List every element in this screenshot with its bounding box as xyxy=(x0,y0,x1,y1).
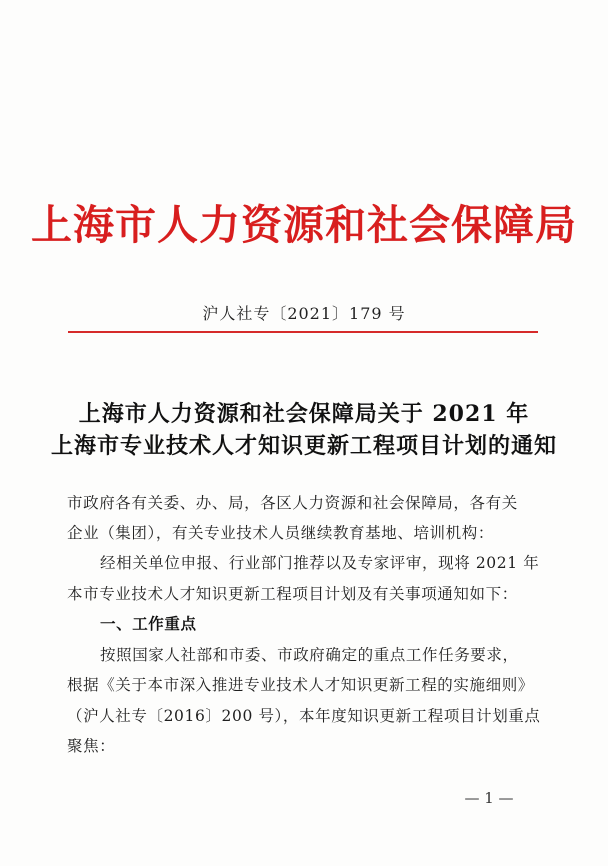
page-number: — 1 — xyxy=(464,789,514,807)
issuer-heading: 上海市人力资源和社会保障局 xyxy=(31,201,577,249)
document-number: 沪人社专〔2021〕179 号 xyxy=(202,304,406,323)
section-1-line-1: 按照国家人社部和市委、市政府确定的重点工作任务要求， xyxy=(100,646,519,664)
recipients-line-2: 企业（集团），有关专业技术人员继续教育基地、培训机构： xyxy=(67,524,494,542)
section-1-line-3: （沪人社专〔2016〕200 号），本年度知识更新工程项目计划重点 xyxy=(67,707,541,725)
section-1-heading: 一、工作重点 xyxy=(100,614,197,633)
notice-title-line-2: 上海市专业技术人才知识更新工程项目计划的通知 xyxy=(50,433,557,459)
intro-line-1: 经相关单位申报、行业部门推荐以及专家评审，现将 2021 年 xyxy=(100,554,540,572)
recipients-line-1: 市政府各有关委、办、局，各区人力资源和社会保障局，各有关 xyxy=(67,494,518,512)
intro-line-2: 本市专业技术人才知识更新工程项目计划及有关事项通知如下： xyxy=(67,585,518,603)
notice-title-line-1: 上海市人力资源和社会保障局关于 2021 年 xyxy=(78,401,530,427)
section-1-line-4: 聚焦： xyxy=(67,737,116,755)
section-1-line-2: 根据《关于本市深入推进专业技术人才知识更新工程的实施细则》 xyxy=(67,676,534,694)
red-divider-rule xyxy=(68,331,538,333)
